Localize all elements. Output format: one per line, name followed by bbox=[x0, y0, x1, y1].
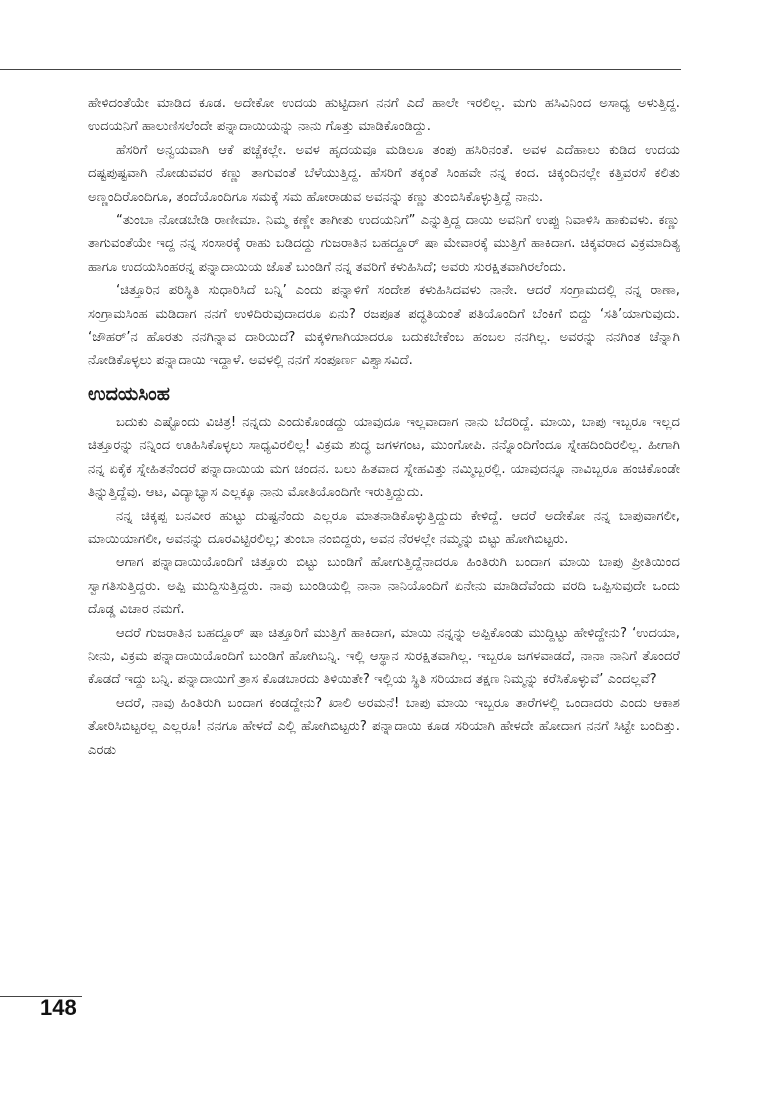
body-text-after-heading bbox=[88, 411, 680, 762]
paragraph: ನನ್ನ ಚಿಕ್ಕಪ್ಪ ಬನವೀರ ಹುಟ್ಟು ದುಷ್ಟನೆಂದು ಎಲ್ಲರೂ ಮಾತನಾಡಿಕೊಳ್ಳುತ್ತಿದ್ದುದು ಕೇಳಿದ್ದೆ. ಆದರೆ ಅದೇಕೋ ನನ್ನ ಬಾಪುವಾಗಲೀ, ಮಾಯಿಯಾಗಲೀ, ಅವನನ್ನು ದೂರವಿಟ್ಟಿರಲಿಲ್ಲ; ತುಂಬಾ ನಂಬಿದ್ದರು, ಅವನ ನೆರಳಲ್ಲೇ ನಮ್ಮನ್ನು ಬಿಟ್ಟು ಹೋಗಿಬಿಟ್ಟರು. bbox=[88, 508, 680, 547]
paragraph: “ತುಂಬಾ ನೋಡಬೇಡಿ ರಾಣೀಮಾ. ನಿಮ್ಮ ಕಣ್ಣೇ ತಾಗೀತು ಉದಯನಿಗೆ” ಎನ್ನುತ್ತಿದ್ದ ದಾಯಿ ಅವನಿಗೆ ಉಪ್ಪು ನಿವಾಳಿಸಿ ಹಾಕುವಳು. ಕಣ್ಣು ತಾಗುವಂತೆಯೇ ಇದ್ದ ನನ್ನ ಸಂಸಾರಕ್ಕೆ ರಾಹು ಬಡಿದದ್ದು ಗುಜರಾತಿನ ಬಹದ್ದೂರ್ ಷಾ ಮೇವಾರಕ್ಕೆ ಮುತ್ತಿಗೆ ಹಾಕಿದಾಗ. ಚಿಕ್ಕವರಾದ ವಿಕ್ರಮಾದಿತ್ಯ ಹಾಗೂ ಉದಯಸಿಂಹರನ್ನ ಪನ್ನಾದಾಯಿಯ ಜೊತೆ ಬುಂಡಿಗೆ ನನ್ನ ತವರಿಗೆ ಕಳುಹಿಸಿದೆ; ಅವರು ಸುರಕ್ಷಿತವಾಗಿರಲೆಂದು. bbox=[88, 213, 680, 275]
section-heading: ಉದಯಸಿಂಹ bbox=[88, 382, 170, 405]
paragraph: ಆದರೆ, ನಾವು ಹಿಂತಿರುಗಿ ಬಂದಾಗ ಕಂಡದ್ದೇನು? ಖಾಲಿ ಅರಮನೆ! ಬಾಪು ಮಾಯಿ ಇಬ್ಬರೂ ತಾರೆಗಳಲ್ಲಿ ಒಂದಾದರು ಎಂದು ಆಕಾಶ ತೋರಿಸಿಬಿಟ್ಟರಲ್ಲ ಎಲ್ಲರೂ! ನನಗೂ ಹೇಳದೆ ಎಲ್ಲಿ ಹೋಗಿಬಿಟ್ಟರು? ಪನ್ನಾದಾಯಿ ಕೂಡ ಸರಿಯಾಗಿ ಹೇಳದೇ ಹೋದಾಗ ನನಗೆ ಸಿಟ್ಟೇ ಬಂದಿತ್ತು. ಎರಡು bbox=[88, 695, 680, 758]
page-body bbox=[88, 92, 680, 762]
paragraph: ಹೇಳಿದಂತೆಯೇ ಮಾಡಿದ ಕೂಡ. ಅದೇಕೋ ಉದಯ ಹುಟ್ಟಿದಾಗ ನನಗೆ ಎದೆ ಹಾಲೇ ಇರಲಿಲ್ಲ. ಮಗು ಹಸಿವಿನಿಂದ ಅಸಾಧ್ಯ ಅಳುತ್ತಿದ್ದ. ಉದಯನಿಗೆ ಹಾಲುಣಿಸಲೆಂದೇ ಪನ್ನಾದಾಯಿಯನ್ನು ನಾನು ಗೊತ್ತು ಮಾಡಿಕೊಂಡಿದ್ದು. bbox=[88, 96, 680, 135]
page-number: 148 bbox=[40, 995, 77, 1020]
paragraph: ಆಗಾಗ ಪನ್ನಾದಾಯಿಯೊಂದಿಗೆ ಚಿತ್ತೂರು ಬಿಟ್ಟು ಬುಂಡಿಗೆ ಹೋಗುತ್ತಿದ್ದೆನಾದರೂ ಹಿಂತಿರುಗಿ ಬಂದಾಗ ಮಾಯಿ ಬಾಪು ಪ್ರೀತಿಯಿಂದ ಸ್ವಾಗತಿಸುತ್ತಿದ್ದರು. ಅಪ್ಪಿ ಮುದ್ದಿಸುತ್ತಿದ್ದರು. ನಾವು ಬುಂಡಿಯಲ್ಲಿ ನಾನಾ ನಾನಿಯೊಂದಿಗೆ ಏನೇನು ಮಾಡಿದೆವೆಂದು ವರದಿ ಒಪ್ಪಿಸುವುದೇ ಒಂದು ದೊಡ್ಡ ವಿಚಾರ ನಮಗೆ. bbox=[88, 555, 680, 618]
paragraph: ಆದರೆ ಗುಜರಾತಿನ ಬಹದ್ದೂರ್ ಷಾ ಚಿತ್ತೂರಿಗೆ ಮುತ್ತಿಗೆ ಹಾಕಿದಾಗ, ಮಾಯಿ ನನ್ನನ್ನು ಅಪ್ಪಿಕೊಂಡು ಮುದ್ದಿಟ್ಟು ಹೇಳಿದ್ದೇನು? ‘ಉದಯಾ, ನೀನು, ವಿಕ್ರಮ ಪನ್ನಾದಾಯಿಯೊಂದಿಗೆ ಬುಂಡಿಗೆ ಹೋಗಿಬನ್ನಿ. ಇಲ್ಲಿ ಆಸ್ಥಾನ ಸುರಕ್ಷಿತವಾಗಿಲ್ಲ. ಇಬ್ಬರೂ ಜಗಳವಾಡದೆ, ನಾನಾ ನಾನಿಗೆ ತೊಂದರೆ ಕೊಡದೆ ಇದ್ದು ಬನ್ನಿ. ಪನ್ನಾದಾಯಿಗೆ ತ್ರಾಸ ಕೊಡಬಾರದು ತಿಳಿಯಿತೇ? ಇಲ್ಲಿಯ ಸ್ಥಿತಿ ಸರಿಯಾದ ತಕ್ಷಣ ನಿಮ್ಮನ್ನು ಕರೆಸಿಕೊಳ್ಳುವೆ’ ಎಂದಲ್ಲವೆ? bbox=[88, 625, 680, 688]
paragraph: ‘ಚಿತ್ತೂರಿನ ಪರಿಸ್ಥಿತಿ ಸುಧಾರಿಸಿದೆ ಬನ್ನಿ’ ಎಂದು ಪನ್ನಾಳಿಗೆ ಸಂದೇಶ ಕಳುಹಿಸಿದವಳು ನಾನೇ. ಆದರೆ ಸಂಗ್ರಾಮದಲ್ಲಿ ನನ್ನ ರಾಣಾ, ಸಂಗ್ರಾಮಸಿಂಹ ಮಡಿದಾಗ ನನಗೆ ಉಳಿದಿರುವುದಾದರೂ ಏನು? ರಜಪೂತ ಪದ್ಧತಿಯಂತೆ ಪತಿಯೊಂದಿಗೆ ಬೆಂಕಿಗೆ ಬಿದ್ದು ‘ಸತಿ’ಯಾಗುವುದು. ‘ಜೌಹರ್’ನ ಹೊರತು ನನಗಿನ್ನಾವ ದಾರಿಯಿದೆ? ಮಕ್ಕಳಿಗಾಗಿಯಾದರೂ ಬದುಕಬೇಕೆಂಬ ಹಂಬಲ ನನಗಿಲ್ಲ. ಅವರನ್ನು ನನಗಿಂತ ಚೆನ್ನಾಗಿ ನೋಡಿಕೊಳ್ಳಲು ಪನ್ನಾದಾಯಿ ಇದ್ದಾಳೆ. ಅವಳಲ್ಲಿ ನನಗೆ ಸಂಪೂರ್ಣ ವಿಶ್ವಾಸವಿದೆ. bbox=[88, 283, 680, 369]
paragraph: ಹೆಸರಿಗೆ ಅನ್ವಯವಾಗಿ ಆಕೆ ಪಚ್ಚೆಕಲ್ಲೇ. ಅವಳ ಹೃದಯವೂ ಮಡಿಲೂ ತಂಪು ಹಸಿರಿನಂತೆ. ಅವಳ ಎದೆಹಾಲು ಕುಡಿದ ಉದಯ ದಷ್ಟಪುಷ್ಟವಾಗಿ ನೋಡುವವರ ಕಣ್ಣು ತಾಗುವಂತೆ ಬೆಳೆಯುತ್ತಿದ್ದ. ಹೆಸರಿಗೆ ತಕ್ಕಂತೆ ಸಿಂಹವೇ ನನ್ನ ಕಂದ. ಚಿಕ್ಕಂದಿನಲ್ಲೇ ಕತ್ತಿವರಸೆ ಕಲಿತು ಅಣ್ಣಂದಿರೊಂದಿಗೂ, ತಂದೆಯೊಂದಿಗೂ ಸಮಕ್ಕೆ ಸಮ ಹೋರಾಡುವ ಅವನನ್ನು ಕಣ್ಣು ತುಂಬಿಸಿಕೊಳ್ಳುತ್ತಿದ್ದೆ ನಾನು. bbox=[88, 142, 680, 205]
header-rule bbox=[0, 69, 681, 70]
body-text-before-heading bbox=[88, 92, 680, 373]
paragraph: ಬದುಕು ಎಷ್ಟೊಂದು ವಿಚಿತ್ರ! ನನ್ನದು ಎಂದುಕೊಂಡದ್ದು ಯಾವುದೂ ಇಲ್ಲವಾದಾಗ ನಾನು ಬೆದರಿದ್ದೆ. ಮಾಯಿ, ಬಾಪು ಇಬ್ಬರೂ ಇಲ್ಲದ ಚಿತ್ತೂರನ್ನು ನನ್ನಿಂದ ಊಹಿಸಿಕೊಳ್ಳಲು ಸಾಧ್ಯವಿರಲಿಲ್ಲ! ವಿಕ್ರಮ ಶುದ್ಧ ಜಗಳಗಂಟ, ಮುಂಗೋಪಿ. ನನ್ನೊಂದಿಗೆಂದೂ ಸ್ನೇಹದಿಂದಿರಲಿಲ್ಲ. ಹೀಗಾಗಿ ನನ್ನ ಏಕೈಕ ಸ್ನೇಹಿತನೆಂದರೆ ಪನ್ನಾದಾಯಿಯ ಮಗ ಚಂದನ. ಬಲು ಹಿತವಾದ ಸ್ನೇಹವಿತ್ತು ನಮ್ಮಿಬ್ಬರಲ್ಲಿ. ಯಾವುದನ್ನೂ ನಾವಿಬ್ಬರೂ ಹಂಚಿಕೊಂಡೇ ತಿನ್ನುತ್ತಿದ್ದೆವು. ಆಟ, ವಿದ್ಯಾಭ್ಯಾಸ ಎಲ್ಲಕ್ಕೂ ನಾನು ಮೋತಿಯೊಂದಿಗೇ ಇರುತ್ತಿದ್ದುದು. bbox=[88, 414, 680, 501]
